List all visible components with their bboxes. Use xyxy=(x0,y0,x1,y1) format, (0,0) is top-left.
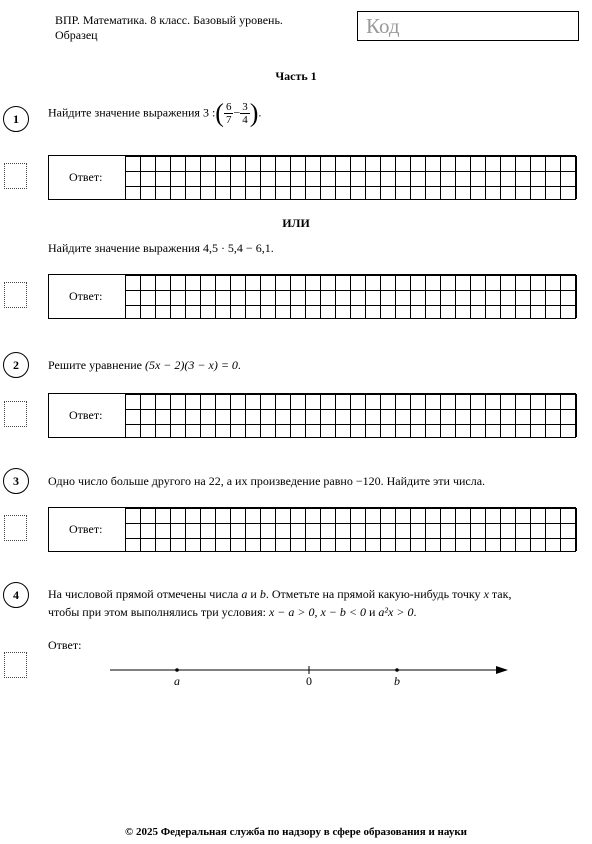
var-a: a xyxy=(241,587,248,601)
question-3-text xyxy=(48,472,485,490)
q1alt-expr: 4,5 · 5,4 − 6,1 xyxy=(202,241,271,255)
answer-grid[interactable] xyxy=(125,508,577,551)
q2-expr: (5x − 2)(3 − x) = 0 xyxy=(144,358,238,372)
answer-label: Ответ: xyxy=(69,289,103,303)
answer-label: Ответ: xyxy=(69,408,103,422)
answer-box-3[interactable] xyxy=(48,507,576,552)
fraction-2-numerator: 3 xyxy=(242,101,248,113)
open-paren: ( xyxy=(215,98,224,128)
header-text xyxy=(55,13,283,43)
q4-text-2: . Отметьте на прямой какую-нибудь точку xyxy=(265,587,481,601)
q1-prefix: 3 : xyxy=(202,105,216,120)
q2-end: . xyxy=(237,358,241,372)
answer-label: Ответ: xyxy=(69,522,103,536)
q4-and: и xyxy=(250,587,257,601)
q4-line-2: чтобы при этом выполнялись три условия: x − a > 0, x − b < 0 и a²x > 0. xyxy=(48,605,417,619)
answer-box-2[interactable] xyxy=(48,393,576,438)
fraction-1-numerator: 6 xyxy=(225,101,232,113)
point-b xyxy=(395,668,399,672)
condition-1: x − a > 0 xyxy=(268,605,315,619)
code-label: Код xyxy=(366,14,400,38)
q2-label: Решите уравнение xyxy=(48,358,142,372)
answer-label-4: Ответ: xyxy=(48,638,82,652)
arrow-icon xyxy=(496,666,508,674)
question-1-alt-text xyxy=(48,239,274,257)
q4-line-1 xyxy=(48,585,578,603)
number-line[interactable] xyxy=(0,655,592,695)
point-a xyxy=(175,668,179,672)
minus-sign: − xyxy=(233,105,241,120)
close-paren: ) xyxy=(249,98,259,128)
var-b: b xyxy=(259,587,266,601)
q1-label: Найдите значение выражения xyxy=(48,105,200,120)
label-zero: 0 xyxy=(306,674,312,688)
question-2-text xyxy=(48,356,241,374)
question-4-text xyxy=(48,585,578,621)
q4-and-2: и xyxy=(369,605,376,619)
q3-text-before: Одно число больше другого на 22, а их произведение равно xyxy=(48,474,353,488)
score-box-3[interactable] xyxy=(4,515,27,541)
q3-text-after: . Найдите эти числа. xyxy=(380,474,486,488)
q1alt-end: . xyxy=(270,241,274,255)
question-number-2: 2 xyxy=(3,352,29,378)
code-box[interactable] xyxy=(357,11,579,41)
question-number-4: 4 xyxy=(3,582,29,608)
label-a: a xyxy=(174,674,180,688)
answer-label: Ответ: xyxy=(69,170,103,184)
q4-end: . xyxy=(413,605,417,619)
label-b: b xyxy=(394,674,400,688)
question-number-1: 1 xyxy=(3,106,29,132)
q4-line2-text: чтобы при этом выполнялись три условия: xyxy=(48,605,266,619)
fraction-2 xyxy=(240,101,250,126)
question-number-3: 3 xyxy=(3,468,29,494)
q3-value: −120 xyxy=(355,474,381,488)
answer-grid[interactable] xyxy=(125,156,577,199)
answer-box-1[interactable] xyxy=(48,155,576,200)
header-line-2: Образец xyxy=(55,28,98,42)
q1-end: . xyxy=(258,105,262,120)
footer-copyright: © 2025 Федеральная служба по надзору в сфере образования и науки xyxy=(124,826,467,838)
or-label: ИЛИ xyxy=(282,216,310,230)
fraction-2-denominator: 4 xyxy=(242,114,248,126)
question-1-text xyxy=(48,98,262,128)
score-box-1[interactable] xyxy=(4,163,27,189)
q4-text-3: так, xyxy=(491,587,512,601)
q1alt-label: Найдите значение выражения xyxy=(48,241,200,255)
score-box-1-alt[interactable] xyxy=(4,282,27,308)
score-box-2[interactable] xyxy=(4,401,27,427)
answer-grid[interactable] xyxy=(125,394,577,437)
condition-2: x − b < 0 xyxy=(320,605,366,619)
part-title: Часть 1 xyxy=(275,69,317,83)
answer-box-1-alt[interactable] xyxy=(48,274,576,319)
answer-grid[interactable] xyxy=(125,275,577,318)
condition-3: a²x > 0 xyxy=(378,605,414,619)
var-x: x xyxy=(483,587,489,601)
fraction-1-denominator: 7 xyxy=(225,114,232,126)
header-line-1: ВПР. Математика. 8 класс. Базовый уровень. xyxy=(55,13,283,27)
q4-text: На числовой прямой отмечены числа xyxy=(48,587,239,601)
